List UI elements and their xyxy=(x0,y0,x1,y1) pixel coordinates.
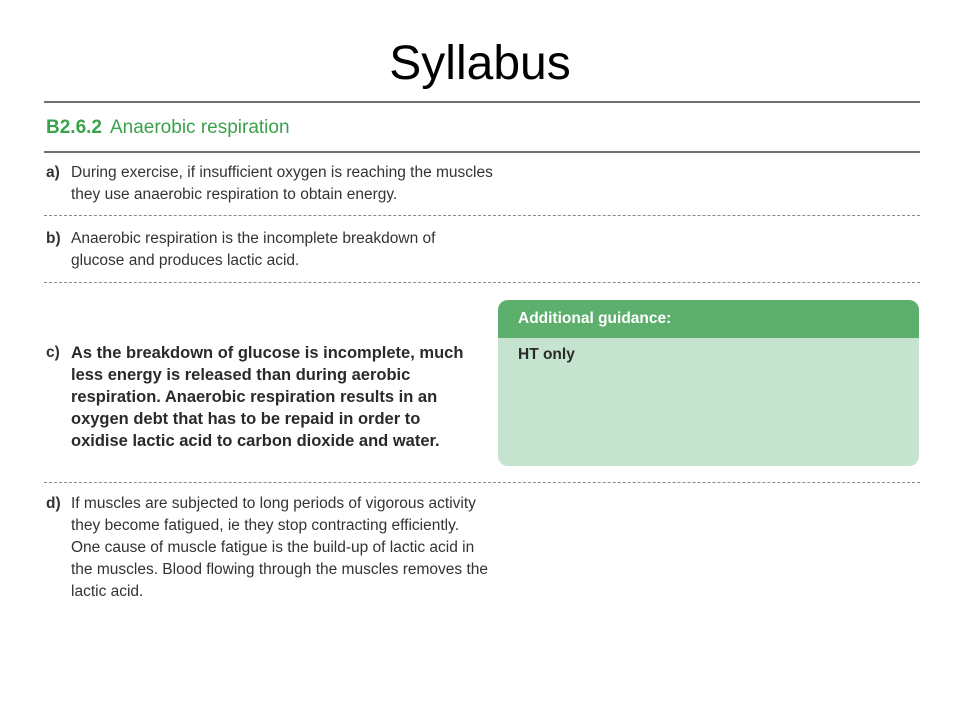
item-letter: a) xyxy=(46,164,60,181)
guidance-header: Additional guidance: xyxy=(498,300,919,338)
item-text: As the breakdown of glucose is incomplete, much less energy is released than during aerobic respiration. Anaerobic respiration results in an oxygen debt that has to be repaid in order to oxidise lactic acid to carbon dioxide and water. xyxy=(71,344,464,450)
item-letter: c) xyxy=(46,344,60,361)
item-text: If muscles are subjected to long periods of vigorous activity they become fatigued, ie they stop contracting efficiently. One cause of muscle fatigue is the build-up of lactic acid in the muscles. Blood flowing through the muscles removes the lactic acid. xyxy=(71,495,488,600)
syllabus-item-a xyxy=(46,162,516,206)
slide-title: Syllabus xyxy=(389,37,571,90)
item-letter: b) xyxy=(46,230,61,247)
guidance-body: HT only xyxy=(518,346,575,363)
top-divider xyxy=(44,101,920,103)
section-title: Anaerobic respiration xyxy=(109,117,290,138)
item-text: During exercise, if insufficient oxygen is reaching the muscles they use anaerobic respiration to obtain energy. xyxy=(71,164,493,203)
item-letter: d) xyxy=(46,495,61,512)
syllabus-item-d xyxy=(46,493,491,603)
item-text: Anaerobic respiration is the incomplete breakdown of glucose and produces lactic acid. xyxy=(71,230,436,269)
section-header xyxy=(46,116,290,140)
syllabus-item-c xyxy=(46,342,466,452)
section-divider xyxy=(44,151,920,153)
syllabus-item-b xyxy=(46,228,476,272)
section-code: B2.6.2 xyxy=(46,117,102,138)
item-divider xyxy=(44,215,920,216)
item-divider xyxy=(44,482,920,483)
additional-guidance-box xyxy=(498,300,919,466)
item-divider xyxy=(44,282,920,283)
